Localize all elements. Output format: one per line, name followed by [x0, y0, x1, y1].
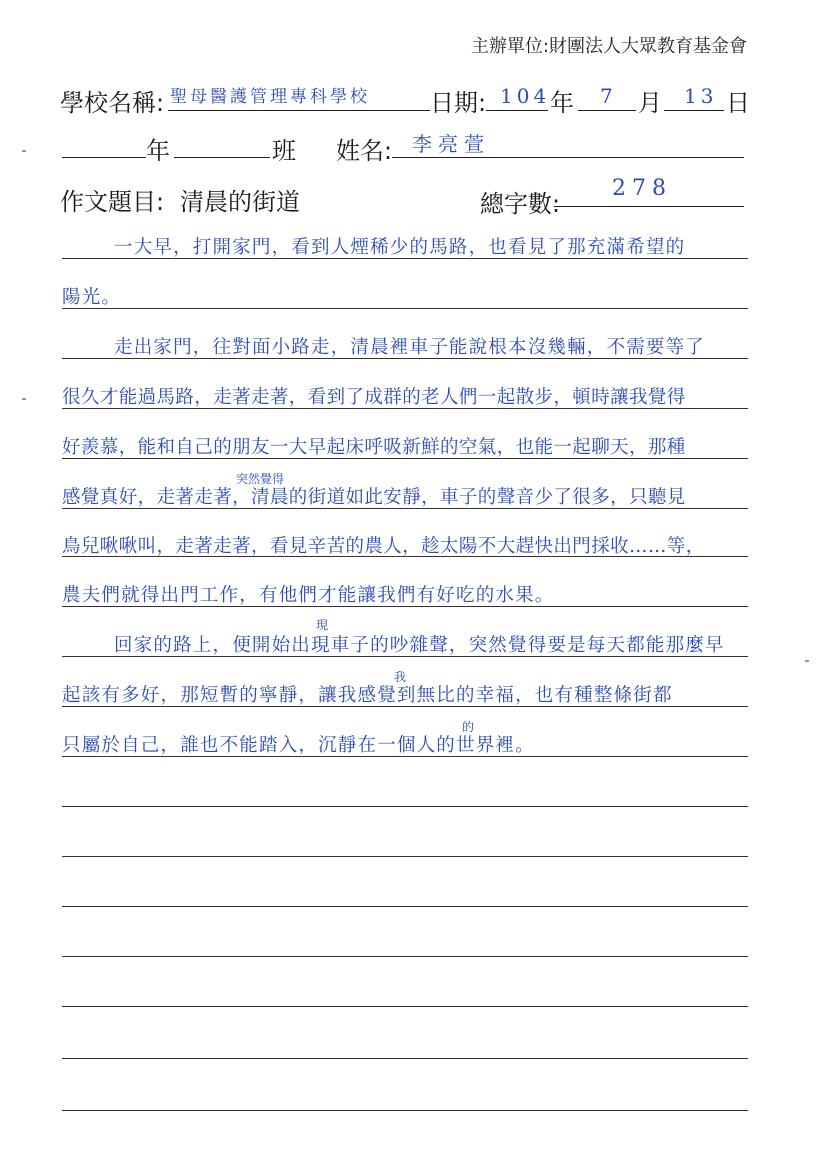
insertion-note: 我	[394, 670, 407, 684]
essay-rule	[62, 956, 748, 957]
school-blank	[168, 110, 430, 111]
essay-rule	[62, 806, 748, 807]
essay-line: 走出家門，往對面小路走，清晨裡車子能說根本沒幾輛，不需要等了	[114, 337, 706, 358]
essay-line: 陽光。	[62, 287, 122, 308]
wordcount-blank	[554, 206, 744, 207]
essay-line: 農夫們就得出門工作，有他們才能讓我們有好吃的水果。	[62, 585, 555, 606]
essay-rule	[62, 1006, 748, 1007]
grade-label: 年	[146, 137, 170, 165]
scan-mark	[805, 660, 809, 662]
essay-line: 回家的路上，便開始出現車子的吵雜聲，突然覺得要是每天都能那麼早	[114, 635, 725, 656]
topic-label: 作文題目:	[60, 188, 165, 216]
date-year-value: 104	[500, 84, 551, 108]
wordcount-label: 總字數:	[480, 190, 561, 218]
date-day-value: 13	[684, 84, 718, 108]
school-label: 學校名稱:	[60, 89, 165, 117]
insertion-note: 的	[462, 720, 475, 734]
wordcount-value: 278	[612, 176, 672, 201]
essay-line: 很久才能過馬路，走著走著，看到了成群的老人們一起散步，頓時讓我覺得	[62, 387, 686, 408]
school-value: 聖母醫護管理專科學校	[170, 87, 370, 107]
scan-mark	[22, 398, 26, 400]
essay-rule	[62, 906, 748, 907]
date-month-value: 7	[600, 84, 617, 108]
insertion-note: 突然覺得	[236, 472, 285, 486]
insertion-note: 現	[316, 618, 329, 632]
essay-line: 鳥兒啾啾叫，走著走著，看見辛苦的農人，趁太陽不大趕快出門採收……等，	[62, 536, 705, 557]
essay-line: 一大早，打開家門，看到人煙稀少的馬路，也看見了那充滿希望的	[114, 237, 686, 258]
class-label: 班	[272, 137, 296, 165]
date-day-label: 日	[726, 89, 750, 117]
name-blank	[392, 157, 744, 158]
essay-rule	[62, 856, 748, 857]
name-value: 李亮萱	[412, 132, 490, 156]
date-year-label: 年	[550, 89, 574, 117]
essay-line: 只屬於自己，誰也不能踏入，沉靜在一個人的世界裡。	[62, 735, 535, 756]
essay-line: 好羨慕，能和自己的朋友一大早起床呼吸新鮮的空氣，也能一起聊天，那種	[62, 437, 686, 458]
day-blank	[664, 110, 724, 111]
year-blank	[486, 110, 548, 111]
date-label: 日期:	[430, 89, 487, 117]
essay-line: 起該有多好，那短暫的寧靜，讓我感覺到無比的幸福，也有種整條街都	[62, 685, 673, 706]
essay-rule	[62, 1110, 748, 1111]
organizer-text: 主辦單位:財團法人大眾教育基金會	[470, 36, 747, 57]
name-label: 姓名:	[336, 137, 393, 165]
class-blank	[174, 157, 270, 158]
grade-blank	[62, 157, 146, 158]
scan-mark	[22, 150, 26, 152]
month-blank	[578, 110, 636, 111]
date-month-label: 月	[638, 89, 662, 117]
essay-rule	[62, 1058, 748, 1059]
topic-value: 清晨的街道	[180, 188, 300, 216]
essay-line: 感覺真好，走著走著，清晨的街道如此安靜，車子的聲音少了很多，只聽見	[62, 487, 686, 508]
